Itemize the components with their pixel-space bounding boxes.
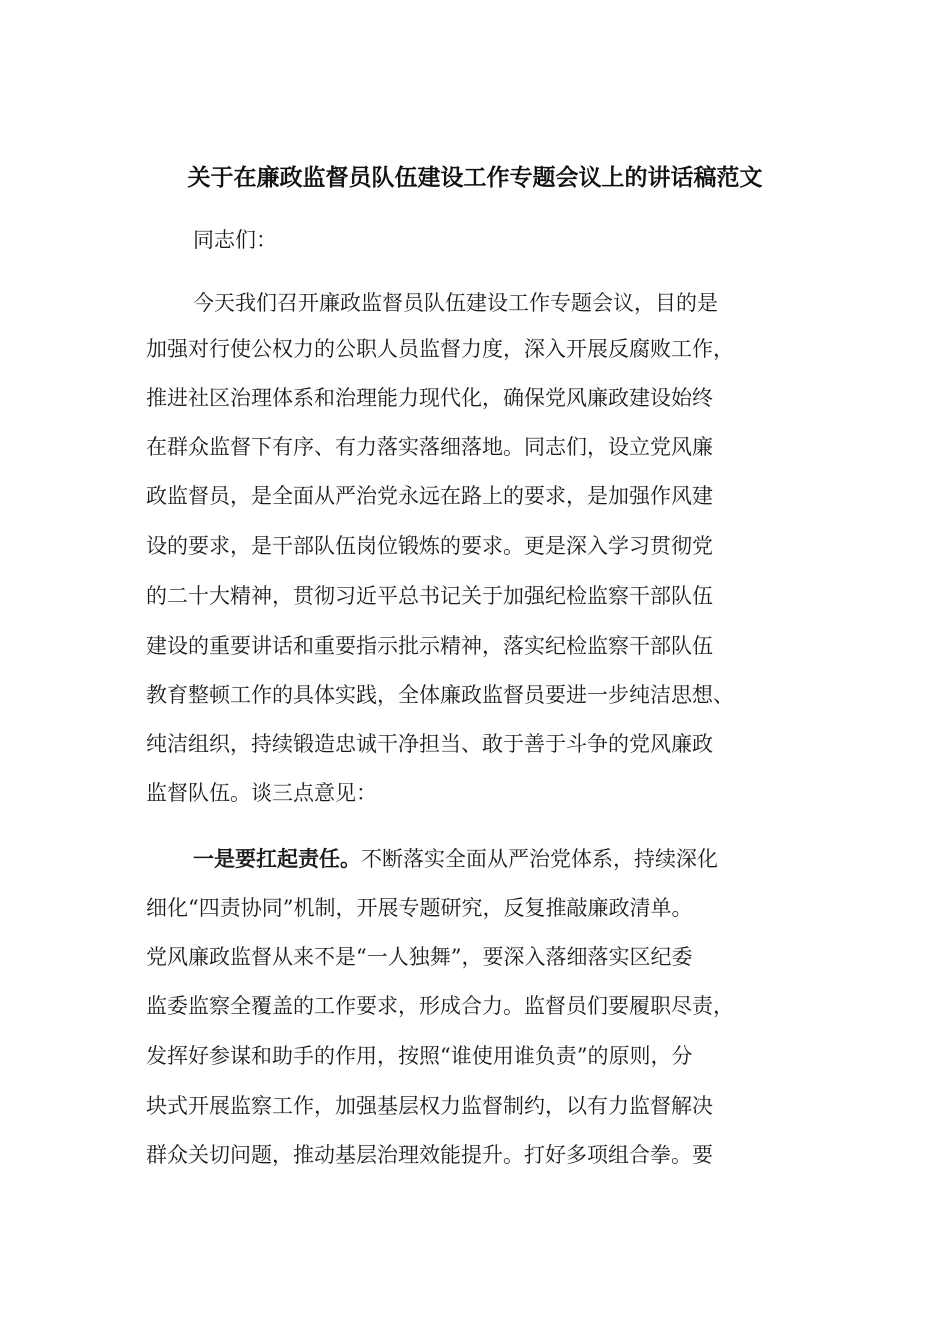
paragraph-line: 群众关切问题，推动基层治理效能提升。打好多项组合拳。要 [146,1143,713,1167]
paragraph-line: 块式开展监察工作，加强基层权力监督制约，以有力监督解决 [146,1094,713,1118]
paragraph-line: 在群众监督下有序、有力落实落细落地。同志们，设立党风廉 [146,435,713,459]
paragraph-line: 建设的重要讲话和重要指示批示精神，落实纪检监察干部队伍 [146,634,713,658]
paragraph-line: 纯洁组织，持续锻造忠诚干净担当、敢于善于斗争的党风廉政 [146,732,713,756]
paragraph-line: 教育整顿工作的具体实践，全体廉政监督员要进一步纯洁思想、 [146,683,734,707]
paragraph-line: 的二十大精神，贯彻习近平总书记关于加强纪检监察干部队伍 [146,584,713,608]
paragraph-line: 推进社区治理体系和治理能力现代化，确保党风廉政建设始终 [146,386,713,410]
paragraph-lead: 一是要扛起责任。 [193,847,361,871]
document-title: 关于在廉政监督员队伍建设工作专题会议上的讲话稿范文 [187,165,763,191]
paragraph-first-line-text: 不断落实全面从严治党体系，持续深化 [361,847,718,871]
paragraph-first-line [193,841,718,877]
paragraph-line: 政监督员，是全面从严治党永远在路上的要求，是加强作风建 [146,484,713,508]
paragraph-line: 今天我们召开廉政监督员队伍建设工作专题会议，目的是 [193,291,718,315]
paragraph-line: 细化“四责协同”机制，开展专题研究，反复推敲廉政清单。 [146,896,693,920]
salutation: 同志们： [193,228,277,252]
paragraph-line: 党风廉政监督从来不是“一人独舞”，要深入落细落实区纪委 [146,945,693,969]
paragraph-line: 加强对行使公权力的公职人员监督力度，深入开展反腐败工作， [146,337,734,361]
paragraph-line: 监委监察全覆盖的工作要求，形成合力。监督员们要履职尽责， [146,994,734,1018]
paragraph-line: 设的要求，是干部队伍岗位锻炼的要求。更是深入学习贯彻党 [146,534,713,558]
paragraph-line: 监督队伍。谈三点意见： [146,781,377,805]
paragraph-line: 发挥好参谋和助手的作用，按照“谁使用谁负责”的原则，分 [146,1044,693,1068]
